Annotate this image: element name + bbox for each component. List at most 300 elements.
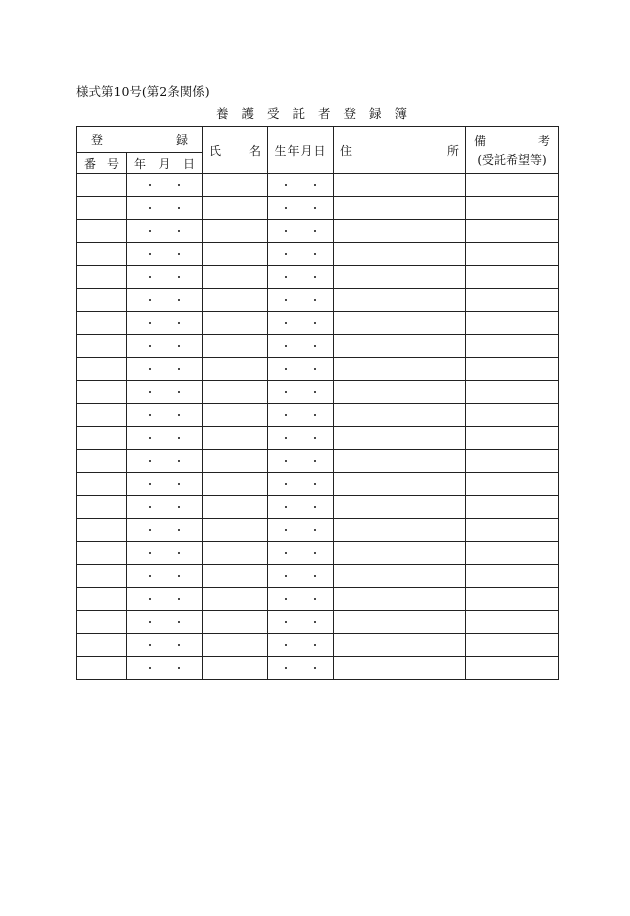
- date-dot: ・: [144, 477, 156, 491]
- date-dot: ・: [173, 592, 185, 606]
- date-dot-separators: [127, 502, 202, 513]
- date-dot-separators: [127, 479, 202, 490]
- cell-address[interactable]: [334, 519, 466, 542]
- cell-birthdate[interactable]: [268, 450, 334, 473]
- date-dot: ・: [144, 546, 156, 560]
- date-dot: ・: [309, 500, 321, 514]
- cell-name[interactable]: [203, 312, 268, 335]
- date-dot-separators: [268, 249, 333, 260]
- cell-remarks[interactable]: [466, 197, 559, 220]
- date-dot: ・: [173, 293, 185, 307]
- cell-reg-date[interactable]: [127, 404, 203, 427]
- cell-reg-date[interactable]: [127, 335, 203, 358]
- cell-number[interactable]: [77, 450, 127, 473]
- cell-address[interactable]: [334, 588, 466, 611]
- header-remarks: [466, 127, 559, 174]
- cell-remarks[interactable]: [466, 588, 559, 611]
- date-dot: ・: [309, 546, 321, 560]
- cell-address[interactable]: [334, 473, 466, 496]
- date-dot: ・: [173, 661, 185, 675]
- date-dot: ・: [309, 569, 321, 583]
- cell-remarks[interactable]: [466, 174, 559, 197]
- date-dot-separators: [127, 663, 202, 674]
- cell-remarks[interactable]: [466, 542, 559, 565]
- table-row: [77, 266, 559, 289]
- date-dot: ・: [144, 270, 156, 284]
- cell-remarks[interactable]: [466, 427, 559, 450]
- cell-reg-date[interactable]: [127, 266, 203, 289]
- date-dot: ・: [173, 615, 185, 629]
- cell-name[interactable]: [203, 588, 268, 611]
- date-dot: ・: [309, 615, 321, 629]
- header-row-1: [77, 127, 559, 153]
- cell-birthdate[interactable]: [268, 289, 334, 312]
- cell-number[interactable]: [77, 565, 127, 588]
- table-row: [77, 243, 559, 266]
- date-dot-separators: [268, 272, 333, 283]
- date-dot-separators: [268, 203, 333, 214]
- date-dot-separators: [127, 548, 202, 559]
- date-dot-separators: [268, 387, 333, 398]
- date-dot: ・: [144, 431, 156, 445]
- table-row: [77, 473, 559, 496]
- date-dot-separators: [127, 203, 202, 214]
- date-dot: ・: [173, 362, 185, 376]
- cell-remarks[interactable]: [466, 381, 559, 404]
- date-dot: ・: [309, 247, 321, 261]
- cell-number[interactable]: [77, 634, 127, 657]
- date-dot: ・: [309, 431, 321, 445]
- registry-table: [76, 126, 559, 680]
- cell-reg-date[interactable]: [127, 450, 203, 473]
- header-number-left: 番: [84, 156, 97, 171]
- cell-birthdate[interactable]: [268, 174, 334, 197]
- date-dot-separators: [268, 571, 333, 582]
- date-dot-separators: [268, 456, 333, 467]
- header-birthdate: [268, 127, 334, 174]
- cell-number[interactable]: [77, 588, 127, 611]
- header-address: [334, 127, 466, 174]
- date-dot: ・: [144, 178, 156, 192]
- date-dot: ・: [309, 270, 321, 284]
- cell-reg-date[interactable]: [127, 197, 203, 220]
- date-dot: ・: [280, 385, 292, 399]
- header-date-day: 日: [182, 156, 195, 171]
- cell-name[interactable]: [203, 657, 268, 680]
- cell-remarks[interactable]: [466, 565, 559, 588]
- table-row: [77, 542, 559, 565]
- cell-address[interactable]: [334, 427, 466, 450]
- date-dot: ・: [173, 546, 185, 560]
- header-registration: [77, 127, 203, 153]
- header-remarks-sub: (受託希望等): [477, 153, 547, 167]
- cell-birthdate[interactable]: [268, 381, 334, 404]
- date-dot-separators: [127, 318, 202, 329]
- cell-number[interactable]: [77, 266, 127, 289]
- cell-remarks[interactable]: [466, 404, 559, 427]
- cell-name[interactable]: [203, 197, 268, 220]
- cell-number[interactable]: [77, 404, 127, 427]
- cell-name[interactable]: [203, 404, 268, 427]
- date-dot: ・: [280, 592, 292, 606]
- date-dot-separators: [127, 249, 202, 260]
- cell-number[interactable]: [77, 197, 127, 220]
- date-dot: ・: [280, 293, 292, 307]
- date-dot-separators: [127, 433, 202, 444]
- date-dot: ・: [173, 224, 185, 238]
- date-dot: ・: [144, 592, 156, 606]
- header-address-right: 所: [446, 143, 459, 158]
- date-dot-separators: [127, 594, 202, 605]
- date-dot: ・: [144, 638, 156, 652]
- header-number-right: 号: [106, 156, 119, 171]
- date-dot: ・: [144, 500, 156, 514]
- header-date-year: 年: [134, 156, 147, 171]
- cell-name[interactable]: [203, 289, 268, 312]
- table-row: [77, 496, 559, 519]
- date-dot: ・: [173, 247, 185, 261]
- cell-name[interactable]: [203, 174, 268, 197]
- header-birthdate-label: 生年月日: [274, 143, 327, 158]
- date-dot: ・: [173, 178, 185, 192]
- date-dot: ・: [144, 247, 156, 261]
- date-dot-separators: [127, 341, 202, 352]
- cell-address[interactable]: [334, 266, 466, 289]
- date-dot: ・: [280, 339, 292, 353]
- cell-name[interactable]: [203, 450, 268, 473]
- date-dot: ・: [280, 431, 292, 445]
- header-number: [77, 153, 127, 174]
- cell-name[interactable]: [203, 611, 268, 634]
- cell-birthdate[interactable]: [268, 657, 334, 680]
- date-dot: ・: [280, 661, 292, 675]
- cell-name[interactable]: [203, 335, 268, 358]
- form-number-label: 様式第10号(第2条関係): [76, 84, 210, 99]
- table-row: [77, 381, 559, 404]
- date-dot-separators: [127, 295, 202, 306]
- cell-reg-date[interactable]: [127, 565, 203, 588]
- date-dot: ・: [280, 178, 292, 192]
- cell-name[interactable]: [203, 496, 268, 519]
- cell-reg-date[interactable]: [127, 473, 203, 496]
- table-row: [77, 519, 559, 542]
- cell-reg-date[interactable]: [127, 312, 203, 335]
- cell-remarks[interactable]: [466, 358, 559, 381]
- cell-birthdate[interactable]: [268, 611, 334, 634]
- date-dot-separators: [268, 180, 333, 191]
- date-dot-separators: [127, 180, 202, 191]
- cell-address[interactable]: [334, 197, 466, 220]
- date-dot: ・: [173, 638, 185, 652]
- header-name: [203, 127, 268, 174]
- cell-number[interactable]: [77, 335, 127, 358]
- cell-reg-date[interactable]: [127, 611, 203, 634]
- date-dot: ・: [173, 454, 185, 468]
- cell-address[interactable]: [334, 404, 466, 427]
- date-dot: ・: [173, 270, 185, 284]
- date-dot-separators: [268, 525, 333, 536]
- date-dot: ・: [144, 454, 156, 468]
- header-date-month: 月: [158, 156, 171, 171]
- cell-number[interactable]: [77, 519, 127, 542]
- date-dot: ・: [173, 523, 185, 537]
- date-dot-separators: [127, 410, 202, 421]
- date-dot: ・: [280, 270, 292, 284]
- date-dot-separators: [268, 226, 333, 237]
- date-dot: ・: [144, 661, 156, 675]
- cell-remarks[interactable]: [466, 335, 559, 358]
- cell-reg-date[interactable]: [127, 220, 203, 243]
- table-row: [77, 634, 559, 657]
- date-dot: ・: [280, 638, 292, 652]
- table-row: [77, 220, 559, 243]
- cell-name[interactable]: [203, 634, 268, 657]
- cell-address[interactable]: [334, 335, 466, 358]
- cell-birthdate[interactable]: [268, 588, 334, 611]
- cell-address[interactable]: [334, 611, 466, 634]
- table-row: [77, 450, 559, 473]
- cell-address[interactable]: [334, 565, 466, 588]
- cell-name[interactable]: [203, 542, 268, 565]
- date-dot: ・: [280, 247, 292, 261]
- cell-birthdate[interactable]: [268, 473, 334, 496]
- table-row: [77, 611, 559, 634]
- cell-address[interactable]: [334, 289, 466, 312]
- date-dot: ・: [144, 523, 156, 537]
- date-dot: ・: [280, 224, 292, 238]
- cell-name[interactable]: [203, 473, 268, 496]
- cell-reg-date[interactable]: [127, 381, 203, 404]
- cell-reg-date[interactable]: [127, 174, 203, 197]
- date-dot: ・: [144, 408, 156, 422]
- cell-number[interactable]: [77, 496, 127, 519]
- date-dot-separators: [268, 364, 333, 375]
- cell-name[interactable]: [203, 358, 268, 381]
- table-row: [77, 358, 559, 381]
- date-dot: ・: [309, 362, 321, 376]
- date-dot: ・: [280, 454, 292, 468]
- cell-remarks[interactable]: [466, 473, 559, 496]
- cell-birthdate[interactable]: [268, 358, 334, 381]
- cell-number[interactable]: [77, 174, 127, 197]
- cell-number[interactable]: [77, 427, 127, 450]
- date-dot-separators: [268, 502, 333, 513]
- date-dot-separators: [268, 410, 333, 421]
- date-dot-separators: [127, 364, 202, 375]
- cell-address[interactable]: [334, 312, 466, 335]
- date-dot: ・: [280, 408, 292, 422]
- cell-birthdate[interactable]: [268, 404, 334, 427]
- date-dot-separators: [268, 594, 333, 605]
- date-dot: ・: [309, 385, 321, 399]
- header-address-left: 住: [340, 143, 353, 158]
- cell-reg-date[interactable]: [127, 243, 203, 266]
- cell-remarks[interactable]: [466, 450, 559, 473]
- cell-number[interactable]: [77, 289, 127, 312]
- date-dot: ・: [173, 500, 185, 514]
- date-dot: ・: [173, 569, 185, 583]
- cell-name[interactable]: [203, 220, 268, 243]
- cell-remarks[interactable]: [466, 243, 559, 266]
- table-row: [77, 335, 559, 358]
- cell-address[interactable]: [334, 381, 466, 404]
- cell-reg-date[interactable]: [127, 634, 203, 657]
- cell-address[interactable]: [334, 243, 466, 266]
- cell-address[interactable]: [334, 450, 466, 473]
- cell-birthdate[interactable]: [268, 243, 334, 266]
- date-dot-separators: [127, 525, 202, 536]
- cell-number[interactable]: [77, 358, 127, 381]
- date-dot: ・: [173, 339, 185, 353]
- date-dot: ・: [280, 546, 292, 560]
- date-dot: ・: [173, 431, 185, 445]
- date-dot: ・: [309, 201, 321, 215]
- cell-remarks[interactable]: [466, 312, 559, 335]
- cell-number[interactable]: [77, 611, 127, 634]
- cell-birthdate[interactable]: [268, 565, 334, 588]
- document-title: 養護受託者登録簿: [215, 106, 420, 121]
- date-dot-separators: [268, 548, 333, 559]
- date-dot-separators: [127, 456, 202, 467]
- cell-address[interactable]: [334, 496, 466, 519]
- cell-number[interactable]: [77, 381, 127, 404]
- header-name-left: 氏: [209, 143, 222, 158]
- date-dot: ・: [144, 569, 156, 583]
- cell-remarks[interactable]: [466, 657, 559, 680]
- cell-remarks[interactable]: [466, 634, 559, 657]
- cell-birthdate[interactable]: [268, 542, 334, 565]
- cell-name[interactable]: [203, 243, 268, 266]
- cell-reg-date[interactable]: [127, 519, 203, 542]
- date-dot-separators: [268, 433, 333, 444]
- table-row: [77, 657, 559, 680]
- cell-birthdate[interactable]: [268, 197, 334, 220]
- date-dot-separators: [127, 226, 202, 237]
- cell-birthdate[interactable]: [268, 220, 334, 243]
- cell-number[interactable]: [77, 312, 127, 335]
- cell-remarks[interactable]: [466, 496, 559, 519]
- cell-number[interactable]: [77, 243, 127, 266]
- date-dot: ・: [280, 201, 292, 215]
- date-dot: ・: [173, 385, 185, 399]
- date-dot: ・: [309, 592, 321, 606]
- table-row: [77, 197, 559, 220]
- date-dot: ・: [280, 500, 292, 514]
- cell-number[interactable]: [77, 220, 127, 243]
- table-row: [77, 427, 559, 450]
- date-dot: ・: [309, 224, 321, 238]
- cell-number[interactable]: [77, 542, 127, 565]
- cell-address[interactable]: [334, 174, 466, 197]
- date-dot: ・: [144, 385, 156, 399]
- cell-birthdate[interactable]: [268, 266, 334, 289]
- date-dot: ・: [173, 316, 185, 330]
- cell-name[interactable]: [203, 381, 268, 404]
- date-dot: ・: [309, 339, 321, 353]
- date-dot-separators: [127, 272, 202, 283]
- cell-remarks[interactable]: [466, 220, 559, 243]
- date-dot: ・: [280, 477, 292, 491]
- header-remarks-left: 備: [474, 134, 487, 148]
- date-dot: ・: [144, 615, 156, 629]
- cell-birthdate[interactable]: [268, 312, 334, 335]
- cell-reg-date[interactable]: [127, 427, 203, 450]
- date-dot: ・: [144, 362, 156, 376]
- cell-reg-date[interactable]: [127, 657, 203, 680]
- table-row: [77, 404, 559, 427]
- date-dot: ・: [173, 408, 185, 422]
- cell-address[interactable]: [334, 220, 466, 243]
- date-dot-separators: [127, 571, 202, 582]
- cell-name[interactable]: [203, 565, 268, 588]
- cell-remarks[interactable]: [466, 519, 559, 542]
- header-remarks-right: 考: [537, 134, 550, 148]
- table-row: [77, 312, 559, 335]
- cell-number[interactable]: [77, 657, 127, 680]
- cell-name[interactable]: [203, 266, 268, 289]
- cell-birthdate[interactable]: [268, 496, 334, 519]
- date-dot: ・: [173, 201, 185, 215]
- cell-reg-date[interactable]: [127, 588, 203, 611]
- date-dot: ・: [280, 569, 292, 583]
- date-dot-separators: [268, 663, 333, 674]
- header-name-right: 名: [248, 143, 261, 158]
- cell-reg-date[interactable]: [127, 358, 203, 381]
- cell-remarks[interactable]: [466, 611, 559, 634]
- date-dot: ・: [280, 615, 292, 629]
- date-dot: ・: [280, 316, 292, 330]
- date-dot-separators: [268, 479, 333, 490]
- date-dot: ・: [309, 454, 321, 468]
- date-dot: ・: [309, 408, 321, 422]
- date-dot: ・: [280, 523, 292, 537]
- header-registration-left: 登: [91, 133, 104, 147]
- cell-remarks[interactable]: [466, 289, 559, 312]
- cell-address[interactable]: [334, 358, 466, 381]
- cell-address[interactable]: [334, 634, 466, 657]
- cell-address[interactable]: [334, 542, 466, 565]
- cell-reg-date[interactable]: [127, 496, 203, 519]
- date-dot-separators: [268, 617, 333, 628]
- cell-birthdate[interactable]: [268, 519, 334, 542]
- cell-name[interactable]: [203, 427, 268, 450]
- cell-birthdate[interactable]: [268, 335, 334, 358]
- date-dot-separators: [268, 341, 333, 352]
- cell-address[interactable]: [334, 657, 466, 680]
- date-dot: ・: [144, 316, 156, 330]
- cell-birthdate[interactable]: [268, 427, 334, 450]
- date-dot: ・: [309, 316, 321, 330]
- cell-birthdate[interactable]: [268, 634, 334, 657]
- cell-reg-date[interactable]: [127, 542, 203, 565]
- date-dot: ・: [309, 178, 321, 192]
- cell-name[interactable]: [203, 519, 268, 542]
- date-dot-separators: [268, 640, 333, 651]
- date-dot: ・: [144, 339, 156, 353]
- cell-number[interactable]: [77, 473, 127, 496]
- table-row: [77, 565, 559, 588]
- date-dot: ・: [309, 293, 321, 307]
- date-dot: ・: [173, 477, 185, 491]
- date-dot-separators: [127, 387, 202, 398]
- date-dot: ・: [309, 661, 321, 675]
- cell-remarks[interactable]: [466, 266, 559, 289]
- date-dot: ・: [280, 362, 292, 376]
- cell-reg-date[interactable]: [127, 289, 203, 312]
- date-dot-separators: [127, 617, 202, 628]
- date-dot: ・: [144, 293, 156, 307]
- table-row: [77, 588, 559, 611]
